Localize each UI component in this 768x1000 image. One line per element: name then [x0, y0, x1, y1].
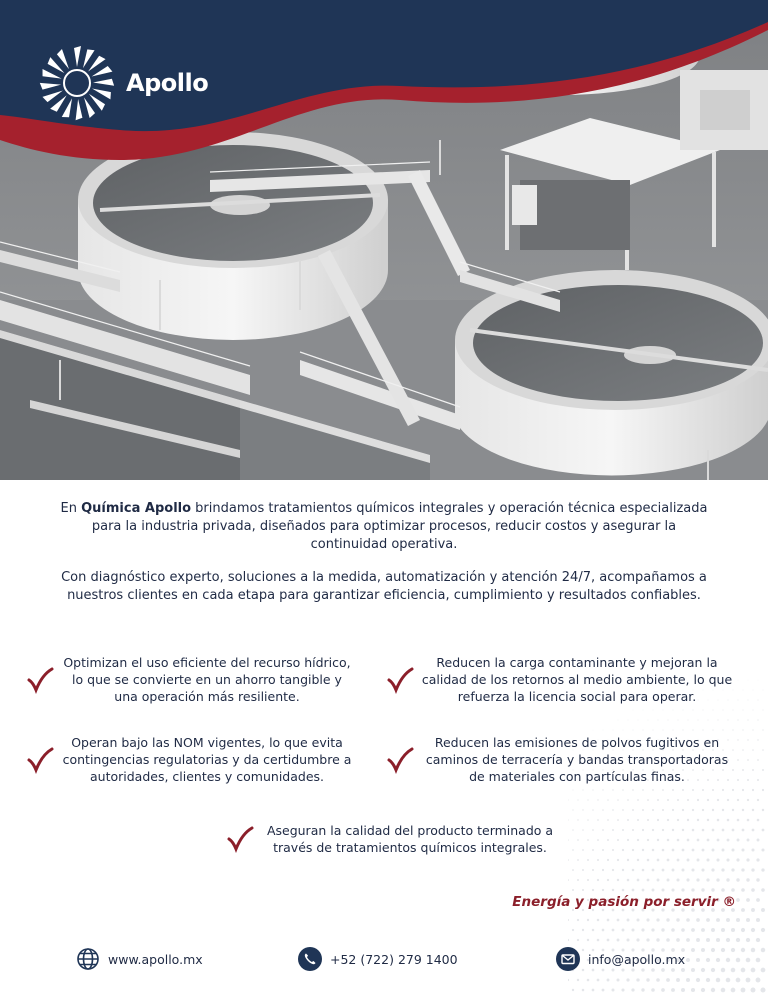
- contact-email[interactable]: [556, 947, 685, 971]
- email-address[interactable]: info@apollo.mx: [588, 951, 686, 967]
- intro-rest: brindamos tratamientos químicos integrales y operación técnica especializada para la industria privada, diseñados para optimizar procesos, reducir costos y asegurar la continuidad operativa.: [91, 501, 708, 552]
- feature-text: Reducen la carga contaminante y mejoran la calidad de los retornos al medio ambiente, lo que refuerza la licencia social para operar.: [421, 655, 733, 704]
- checkmark-icon: [26, 746, 54, 774]
- slogan: Energía y pasión por servir ®: [512, 894, 736, 910]
- website-link[interactable]: www.apollo.mx: [108, 951, 203, 967]
- brand-logo: [38, 44, 208, 122]
- feature-item-water: [26, 654, 356, 705]
- globe-icon: [76, 947, 100, 971]
- checkmark-icon: [386, 666, 414, 694]
- feature-text: Operan bajo las NOM vigentes, lo que evita contingencias regulatorias y da certidumbre a autoridades, clientes y comunidades.: [62, 735, 352, 784]
- intro-prefix: En: [60, 501, 82, 516]
- intro-paragraph-2: Con diagnóstico experto, soluciones a la medida, automatización y atención 24/7, acompañamos a nuestros clientes en cada etapa para garantizar eficiencia, cumplimiento y resultados confiables.: [61, 570, 707, 603]
- company-name: Química Apollo: [81, 501, 192, 516]
- phone-number[interactable]: +52 (722) 279 1400: [330, 951, 458, 967]
- contact-phone[interactable]: [298, 947, 458, 971]
- sunburst-logo-icon: [38, 44, 116, 122]
- feature-item-dust: [386, 734, 736, 785]
- feature-item-pollution: [386, 654, 736, 705]
- intro-paragraph-1: [60, 500, 708, 554]
- feature-item-quality: [226, 822, 566, 856]
- phone-icon: [298, 947, 322, 971]
- feature-text: Aseguran la calidad del producto terminado a través de tratamientos químicos integrales.: [266, 823, 554, 855]
- brand-name: Apollo: [126, 69, 209, 97]
- checkmark-icon: [26, 666, 54, 694]
- feature-item-nom: [26, 734, 356, 785]
- feature-text: Optimizan el uso eficiente del recurso hídrico, lo que se convierte en un ahorro tangible y una operación más resiliente.: [63, 655, 351, 704]
- checkmark-icon: [226, 825, 254, 853]
- checkmark-icon: [386, 746, 414, 774]
- contact-website[interactable]: [76, 947, 203, 971]
- email-icon: [556, 947, 580, 971]
- feature-text: Reducen las emisiones de polvos fugitivos en caminos de terracería y bandas transportadoras de materiales con partículas finas.: [425, 735, 729, 784]
